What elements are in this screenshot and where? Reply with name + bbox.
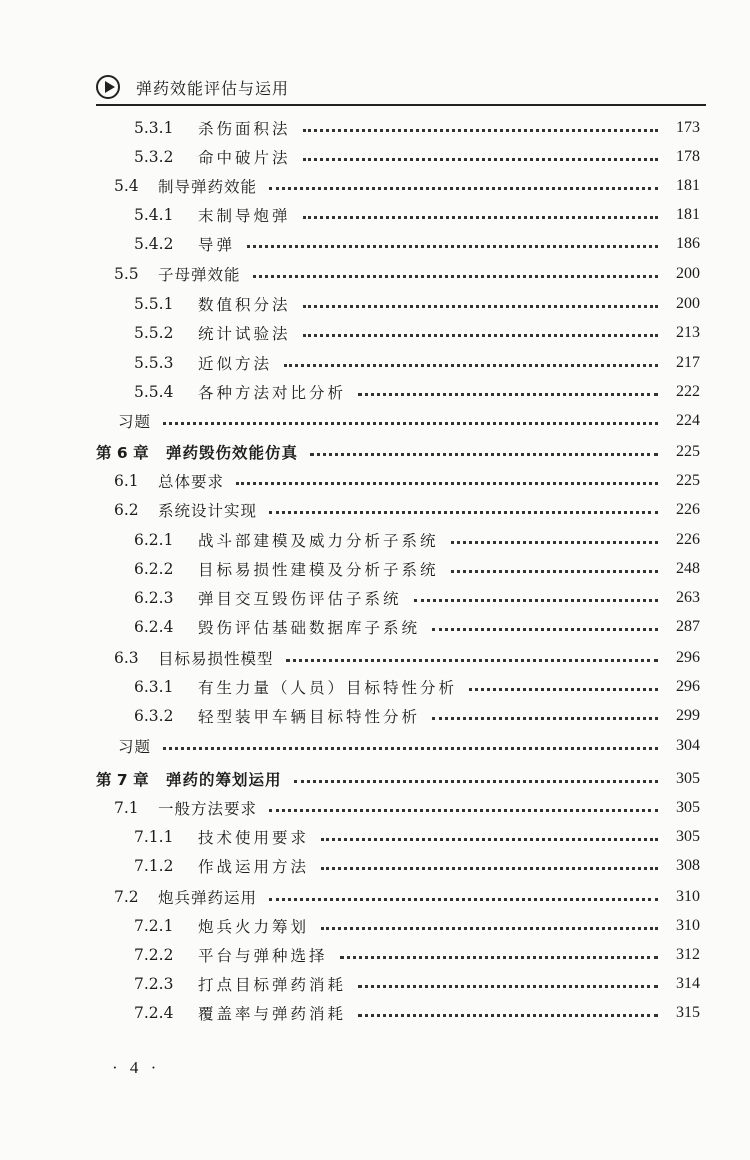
leader-dots (321, 927, 658, 930)
toc-entry-page: 200 (676, 265, 700, 282)
toc-entry-page: 224 (676, 412, 700, 429)
toc-entry-page: 186 (676, 235, 700, 252)
toc-entry-number: 5.4.2 (134, 235, 174, 253)
toc-entry (118, 732, 700, 760)
leader-dots (321, 838, 658, 841)
toc-entry-title: 弹药的筹划运用 (166, 771, 282, 789)
toc-entry-number: 第 6 章 (96, 444, 149, 462)
toc-entry-page: 226 (676, 501, 700, 518)
leader-dots (163, 747, 658, 750)
toc-entry-title: 导弹 (198, 236, 236, 254)
toc-entry-number: 7.2.4 (134, 1004, 174, 1022)
toc-entry-page: 222 (676, 383, 700, 400)
toc-entry-number: 5.4.1 (134, 206, 174, 224)
toc-entry-title: 近似方法 (198, 355, 273, 373)
toc-entry-title: 命中破片法 (198, 149, 291, 167)
toc-entry (114, 260, 700, 288)
leader-dots (358, 1014, 658, 1017)
toc-entry-number: 5.5.1 (134, 295, 174, 313)
leader-dots (310, 453, 658, 456)
toc-entry (134, 555, 700, 583)
leader-dots (358, 985, 658, 988)
leader-dots (321, 867, 658, 870)
toc-entry (134, 378, 700, 406)
leader-dots (303, 158, 658, 161)
toc-entry-page: 248 (676, 560, 700, 577)
toc-entry-number: 5.5.4 (134, 383, 174, 401)
toc-entry-page: 217 (676, 354, 700, 371)
toc-entry-title: 覆盖率与弹药消耗 (198, 1005, 347, 1023)
toc-entry-page: 178 (676, 148, 700, 165)
leader-dots (432, 717, 658, 720)
leader-dots (303, 129, 658, 132)
toc-entry (134, 912, 700, 940)
toc-entry-number: 5.3.1 (134, 119, 174, 137)
toc-entry (114, 644, 700, 672)
leader-dots (247, 245, 658, 248)
toc-entry-title: 毁伤评估基础数据库子系统 (198, 619, 421, 637)
running-header (96, 72, 706, 102)
toc-entry (134, 230, 700, 258)
toc-entry-page: 310 (676, 917, 700, 934)
toc-entry-number: 6.2.2 (134, 560, 174, 578)
toc-entry (96, 438, 700, 466)
toc-entry (134, 702, 700, 730)
toc-entry-title: 目标易损性建模及分析子系统 (198, 561, 439, 579)
toc-entry-title: 轻型装甲车辆目标特性分析 (198, 708, 421, 726)
toc-entry-title: 有生力量（人员）目标特性分析 (198, 679, 458, 697)
page-number: · 4 · (112, 1058, 161, 1077)
toc-entry (134, 584, 700, 612)
toc-entry-page: 304 (676, 737, 700, 754)
toc-entry-number: 5.3.2 (134, 148, 174, 166)
toc-entry-title: 统计试验法 (198, 325, 291, 343)
toc-entry (134, 319, 700, 347)
toc-entry-number: 7.2 (114, 888, 139, 906)
leader-dots (303, 305, 658, 308)
toc-entry-page: 213 (676, 324, 700, 341)
toc-entry-title: 打点目标弹药消耗 (198, 976, 347, 994)
leader-dots (284, 364, 658, 367)
toc-entry-page: 225 (676, 443, 700, 460)
toc-entry-number: 7.1 (114, 799, 139, 817)
toc-entry-number: 第 7 章 (96, 771, 149, 789)
toc-entry-number: 7.2.1 (134, 917, 174, 935)
toc-entry-title: 炮兵弹药运用 (158, 889, 258, 907)
toc-entry-number: 6.1 (114, 472, 139, 490)
toc-entry-page: 226 (676, 531, 700, 548)
toc-entry-title: 目标易损性模型 (158, 650, 274, 668)
toc-entry-page: 181 (676, 206, 700, 223)
toc-entry-title: 炮兵火力筹划 (198, 918, 310, 936)
leader-dots (303, 334, 658, 337)
toc-entry (134, 999, 700, 1027)
toc-entry (134, 613, 700, 641)
toc-entry-title: 习题 (118, 413, 152, 431)
leader-dots (303, 216, 658, 219)
book-title: 弹药效能评估与运用 (136, 78, 290, 98)
toc-entry-title: 习题 (118, 738, 152, 756)
toc-entry-title: 平台与弹种选择 (198, 947, 328, 965)
toc-entry-number: 5.5.3 (134, 354, 174, 372)
toc-entry-number: 6.3.1 (134, 678, 174, 696)
toc-entry-title: 一般方法要求 (158, 800, 258, 818)
leader-dots (358, 393, 658, 396)
toc-entry-number: 7.1.1 (134, 828, 174, 846)
toc-entry (134, 970, 700, 998)
toc-entry-title: 各种方法对比分析 (198, 384, 347, 402)
toc-entry-page: 315 (676, 1004, 700, 1021)
toc-entry (134, 349, 700, 377)
header-rule (96, 104, 706, 106)
toc-entry (134, 114, 700, 142)
toc-entry (114, 496, 700, 524)
toc-entry (118, 407, 700, 435)
toc-entry-page: 314 (676, 975, 700, 992)
toc-entry-title: 总体要求 (158, 473, 225, 491)
toc-entry-number: 7.2.2 (134, 946, 174, 964)
toc-entry-number: 5.5 (114, 265, 139, 283)
toc-entry-title: 数值积分法 (198, 296, 291, 314)
leader-dots (286, 659, 658, 662)
toc-entry-title: 技术使用要求 (198, 829, 310, 847)
leader-dots (163, 422, 658, 425)
toc-entry-page: 287 (676, 618, 700, 635)
toc-entry-number: 6.2.3 (134, 589, 174, 607)
toc-entry-title: 系统设计实现 (158, 502, 258, 520)
toc-entry-page: 305 (676, 828, 700, 845)
toc-entry-page: 312 (676, 946, 700, 963)
leader-dots (253, 275, 658, 278)
toc-entry (134, 143, 700, 171)
leader-dots (414, 599, 658, 602)
toc-entry-page: 305 (676, 770, 700, 787)
toc-entry-page: 296 (676, 649, 700, 666)
leader-dots (269, 898, 658, 901)
toc-entry (114, 467, 700, 495)
toc-entry-page: 308 (676, 857, 700, 874)
toc-entry (114, 883, 700, 911)
leader-dots (236, 482, 658, 485)
toc-entry-title: 作战运用方法 (198, 858, 310, 876)
toc-entry (134, 526, 700, 554)
toc-entry (134, 673, 700, 701)
toc-entry-number: 7.2.3 (134, 975, 174, 993)
toc-entry-page: 305 (676, 799, 700, 816)
leader-dots (432, 628, 658, 631)
toc-entry-title: 末制导炮弹 (198, 207, 291, 225)
toc-entry-title: 弹药毁伤效能仿真 (166, 444, 299, 462)
toc-entry-number: 6.2.4 (134, 618, 174, 636)
toc-entry-page: 200 (676, 295, 700, 312)
toc-entry-number: 6.3 (114, 649, 139, 667)
leader-dots (451, 570, 658, 573)
toc-entry-page: 296 (676, 678, 700, 695)
toc-entry-title: 制导弹药效能 (158, 178, 258, 196)
toc-entry-title: 杀伤面积法 (198, 120, 291, 138)
toc-entry-title: 子母弹效能 (158, 266, 241, 284)
leader-dots (269, 187, 658, 190)
toc-entry-page: 263 (676, 589, 700, 606)
toc-entry-page: 310 (676, 888, 700, 905)
toc-entry-page: 181 (676, 177, 700, 194)
toc-entry (134, 290, 700, 318)
toc-entry-page: 173 (676, 119, 700, 136)
toc-entry-page: 299 (676, 707, 700, 724)
leader-dots (294, 780, 658, 783)
toc-entry-number: 5.5.2 (134, 324, 174, 342)
toc-entry-title: 战斗部建模及威力分析子系统 (198, 532, 439, 550)
toc-entry-number: 7.1.2 (134, 857, 174, 875)
toc-entry (114, 794, 700, 822)
toc-entry-number: 6.2.1 (134, 531, 174, 549)
toc-entry-number: 6.2 (114, 501, 139, 519)
leader-dots (340, 956, 658, 959)
leader-dots (469, 688, 658, 691)
play-circle-icon (96, 75, 120, 99)
toc-entry (134, 941, 700, 969)
toc-entry (134, 823, 700, 851)
toc-entry (96, 765, 700, 793)
toc-entry-page: 225 (676, 472, 700, 489)
leader-dots (269, 511, 658, 514)
leader-dots (269, 809, 658, 812)
toc-entry-title: 弹目交互毁伤评估子系统 (198, 590, 402, 608)
toc-entry (134, 852, 700, 880)
leader-dots (451, 541, 658, 544)
toc-entry (134, 201, 700, 229)
toc-entry-number: 5.4 (114, 177, 139, 195)
toc-entry (114, 172, 700, 200)
toc-entry-number: 6.3.2 (134, 707, 174, 725)
